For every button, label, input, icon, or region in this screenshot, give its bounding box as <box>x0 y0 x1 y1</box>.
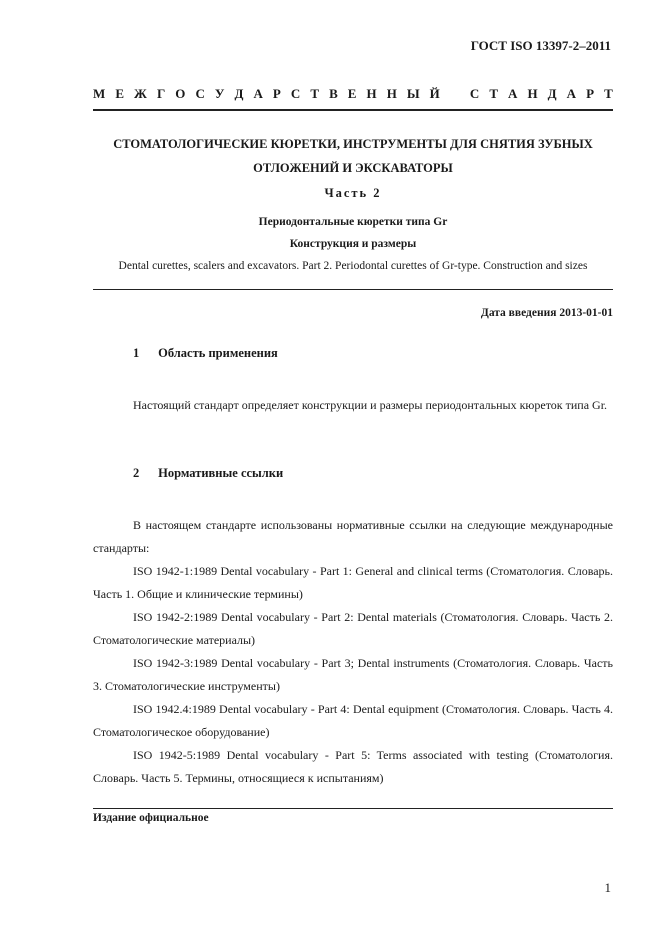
reference-item: ISO 1942-5:1989 Dental vocabulary - Part 5: Terms associated with testing (Стоматология. Словарь. Часть 5. Термины, относящиеся к испытаниям) <box>93 748 613 785</box>
banner-letter: Й <box>429 86 440 101</box>
banner-letter: Н <box>366 86 377 101</box>
banner-letter: Т <box>310 86 320 101</box>
references-list <box>93 560 613 790</box>
section-number: 1 <box>133 346 140 360</box>
banner-letter: А <box>508 86 518 101</box>
page-number: 1 <box>604 880 611 895</box>
section-heading <box>133 346 278 361</box>
title-line-1: СТОМАТОЛОГИЧЕСКИЕ КЮРЕТКИ, ИНСТРУМЕНТЫ ДЛЯ СНЯТИЯ ЗУБНЫХ <box>113 137 593 151</box>
banner-letter: В <box>329 86 338 101</box>
banner-letter: Р <box>586 86 595 101</box>
banner-letter: Р <box>272 86 281 101</box>
reference-item: ISO 1942-1:1989 Dental vocabulary - Part 1: General and clinical terms (Стоматология. Словарь. Часть 1. Общие и клинические термины) <box>93 564 613 601</box>
section-title: Область применения <box>158 346 278 360</box>
subtitle-1: Периодонтальные кюретки типа Gr <box>258 216 448 228</box>
title-divider <box>93 289 613 290</box>
paragraph-text: В настоящем стандарте использованы нормативные ссылки на следующие международные стандарты: <box>93 518 613 555</box>
banner-letter: М <box>93 86 106 101</box>
document-title <box>93 132 613 180</box>
banner-letter: Ж <box>134 86 147 101</box>
header-divider <box>93 109 613 111</box>
section-number: 2 <box>133 466 140 480</box>
banner-letter: О <box>175 86 186 101</box>
section-paragraph <box>93 514 613 560</box>
section-heading <box>133 466 283 481</box>
official-edition-label: Издание официальное <box>93 812 209 824</box>
interstate-standard-banner <box>93 86 613 102</box>
banner-letter: С <box>290 86 301 101</box>
banner-letter: А <box>566 86 577 101</box>
banner-letter: Ы <box>406 86 420 101</box>
footer-divider <box>93 808 613 809</box>
reference-item: ISO 1942-2:1989 Dental vocabulary - Part 2: Dental materials (Стоматология. Словарь. Часть 2. Стоматологические материалы) <box>93 610 613 647</box>
document-code: ГОСТ ISO 13397-2–2011 <box>470 38 611 53</box>
title-line-2: ОТЛОЖЕНИЙ И ЭКСКАВАТОРЫ <box>253 161 453 175</box>
banner-letter: Г <box>156 86 166 101</box>
banner-letter: Н <box>527 86 538 101</box>
banner-letter: Е <box>347 86 357 101</box>
section-paragraph <box>93 394 613 417</box>
banner-letter: Н <box>386 86 397 101</box>
banner-letter: Е <box>115 86 124 101</box>
banner-letter: Д <box>547 86 557 101</box>
banner-gap <box>450 86 460 102</box>
banner-letter: А <box>253 86 263 101</box>
banner-letter: С <box>195 86 205 101</box>
banner-letter: Д <box>234 86 244 101</box>
banner-letter: Т <box>604 86 613 101</box>
subtitle-2: Конструкция и размеры <box>289 238 417 250</box>
banner-letter: Т <box>489 86 498 101</box>
paragraph-text: Настоящий стандарт определяет конструкции и размеры периодонтальных кюреток типа Gr. <box>133 398 608 412</box>
part-label: Часть 2 <box>324 186 382 200</box>
banner-letter: У <box>214 86 225 101</box>
introduction-date: Дата введения 2013-01-01 <box>480 307 613 319</box>
reference-item: ISO 1942-3:1989 Dental vocabulary - Part 3; Dental instruments (Стоматология. Словарь. Часть 3. Стоматологические инструменты) <box>93 656 613 693</box>
english-title: Dental curettes, scalers and excavators. Part 2. Periodontal curettes of Gr-type. Construction and sizes <box>118 260 588 272</box>
reference-item: ISO 1942.4:1989 Dental vocabulary - Part 4: Dental equipment (Стоматология. Словарь. Часть 4. Стоматологическое оборудование) <box>93 702 613 739</box>
banner-letter: С <box>469 86 480 101</box>
section-title: Нормативные ссылки <box>158 466 284 480</box>
